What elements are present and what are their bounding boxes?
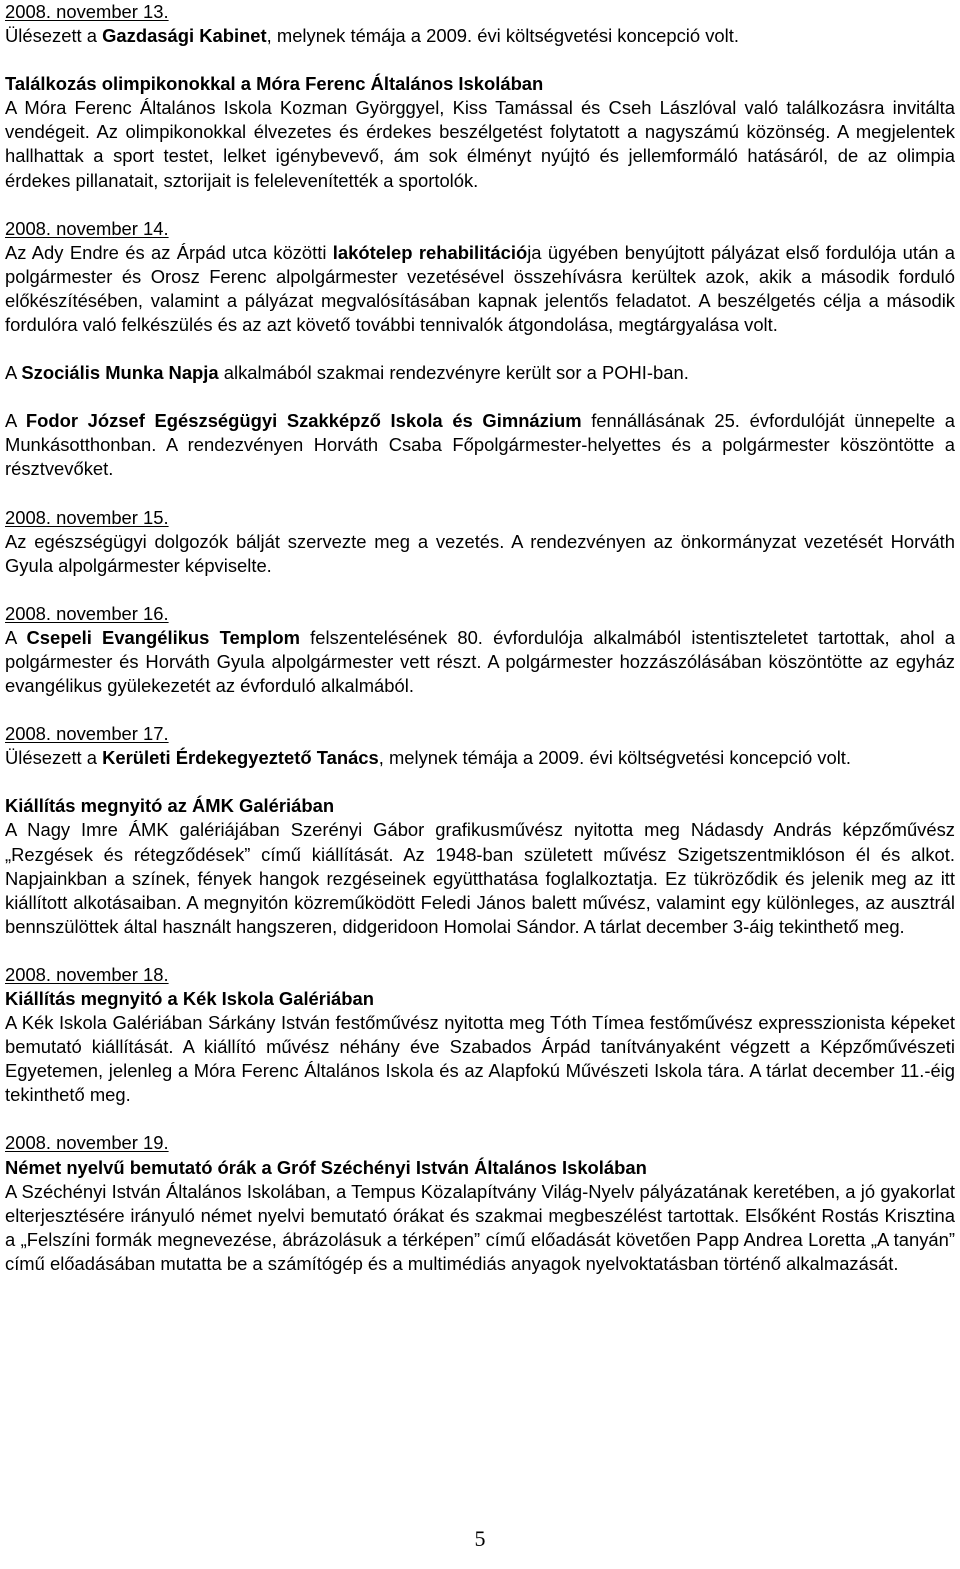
- page-number: 5: [474, 1526, 486, 1551]
- entry-line: [5, 963, 955, 987]
- report-entry: [5, 0, 955, 48]
- entry-line: [5, 506, 955, 530]
- entry-line: [5, 1180, 955, 1276]
- entry-line: [5, 72, 955, 96]
- body-text: Ülésezett a: [5, 747, 103, 769]
- body-text: A Nagy Imre ÁMK galériájában Szerényi Gábor grafikusművész nyitotta meg Nádasdy András képzőművész „Rezgések és rétegződések” című kiállítását. Az 1948-ban született művész Szigetszentmiklóson él és alkot. Napjainkban a színek, fények hangok rezgéseinek együtthatása foglalkoztatja. Ez tükröződik és jelenik meg az itt kiállított alkotásaiban. A megnyitón közreműködött Feledi János balett művész, valamint egy különleges, az ausztrál bennszülöttek által használt hangszeren, didgeridoon Homolai Sándor. A tárlat december 3-áig tekinthető meg.: [5, 819, 955, 937]
- body-text: ja ügyében benyújtott pályázat első fordulója után a polgármester és Orosz Ferenc alpolgármester vezetésével összehívásra kerültek azok, akik a második forduló előkészítésében, valamint a pályázat megvalósításában kapnak jelentős feladatot. A beszélgetés célja a második fordulóra való felkészülés és az azt követő további tennivalók átgondolása, megtárgyalása volt.: [5, 241, 956, 336]
- report-entry: [5, 722, 955, 770]
- paragraph-gap: [5, 385, 955, 409]
- report-entry: [5, 963, 955, 1108]
- body-text: , melynek témája a 2009. évi költségvetési koncepció volt.: [266, 25, 739, 47]
- paragraph-gap: [5, 770, 955, 794]
- body-text: A: [5, 410, 26, 432]
- entry-line: [5, 1156, 955, 1180]
- entry-line: [5, 96, 955, 192]
- entry-line: [5, 217, 955, 241]
- entry-date: 2008. november 16.: [5, 602, 169, 624]
- entry-date: 2008. november 17.: [5, 723, 169, 745]
- entry-line: [5, 746, 955, 770]
- body-text: Ülésezett a: [5, 25, 103, 47]
- entry-line: [5, 987, 955, 1011]
- entry-date: 2008. november 18.: [5, 963, 169, 985]
- entry-date: 2008. november 15.: [5, 506, 169, 528]
- report-entry: [5, 506, 955, 578]
- entry-line: [5, 361, 955, 385]
- paragraph-gap: [5, 48, 955, 72]
- entry-date: 2008. november 14.: [5, 217, 169, 239]
- entry-date: 2008. november 13.: [5, 1, 169, 22]
- body-text: Az Ady Endre és az Árpád utca közötti: [5, 241, 333, 263]
- report-entry: [5, 72, 955, 192]
- paragraph-gap: [5, 939, 955, 963]
- bold-phrase: lakótelep rehabilitáció: [332, 241, 528, 263]
- entry-line: [5, 794, 955, 818]
- body-text: fennállásának 25. évfordulóját ünnepelte a Munkásotthonban. A rendezvényen Horváth Csaba Főpolgármester-helyettes és a polgármester köszöntötte a résztvevőket.: [5, 410, 955, 480]
- paragraph-gap: [5, 482, 955, 506]
- document-page: [5, 0, 955, 1276]
- bold-phrase: Csepeli Evangélikus Templom: [26, 626, 300, 648]
- body-text: , melynek témája a 2009. évi költségvetési koncepció volt.: [378, 747, 852, 769]
- body-text: felszentelésének 80. évfordulója alkalmából istentiszteletet tartottak, ahol a polgármester és Horváth Gyula alpolgármester vett részt. A polgármester hozzászólásában köszöntötte az egyház evangélikus gyülekezetét az évforduló alkalmából.: [5, 626, 956, 697]
- bold-phrase: Német nyelvű bemutató órák a Gróf Széchényi István Általános Iskolában: [5, 1156, 647, 1178]
- entry-line: [5, 626, 955, 698]
- entry-line: [5, 530, 955, 578]
- paragraph-gap: [5, 337, 955, 361]
- entry-line: [5, 602, 955, 626]
- entry-line: [5, 409, 955, 481]
- paragraph-gap: [5, 698, 955, 722]
- report-entry: [5, 602, 955, 698]
- body-text: A: [5, 362, 22, 384]
- body-text: A Móra Ferenc Általános Iskola Kozman Györggyel, Kiss Tamással és Cseh Lászlóval való találkozásra invitálta vendégeit. Az olimpikonokkal élvezetes és érdekes beszélgetést folytatott a nagyszámú közönség. A megjelentek hallhattak a sport testet, lelket igénybevevő, ám sok élményt nyújtó és jellemformáló hatásáról, de az olimpia érdekes pillanatait, sztorijait is felelevenítették a sportolók.: [5, 97, 955, 191]
- paragraph-gap: [5, 193, 955, 217]
- bold-phrase: Kiállítás megnyitó a Kék Iskola Galériában: [5, 988, 374, 1009]
- body-text: alkalmából szakmai rendezvényre került sor a POHI-ban.: [218, 362, 689, 384]
- report-entry: [5, 217, 955, 337]
- entry-line: [5, 0, 955, 24]
- report-entry: [5, 409, 955, 481]
- report-entry: [5, 361, 955, 385]
- body-text: A Széchényi István Általános Iskolában, a Tempus Közalapítvány Világ-Nyelv pályázatának keretében, a jó gyakorlat elterjesztésére irányuló német nyelvi bemutató órákat és szakmai megbeszélést tartottak. Elsőként Rostás Krisztina a „Felszíni formák megnevezése, ábrázolásuk a térképen” című előadását követően Papp Andrea Loretta „A tanyán” című előadásában mutatta be a számítógép és a multimédiás anyagok nyelvoktatásban történő alkalmazását.: [5, 1180, 955, 1274]
- bold-phrase: Fodor József Egészségügyi Szakképző Iskola és Gimnázium: [25, 410, 582, 432]
- entry-line: [5, 818, 955, 938]
- entry-line: [5, 241, 955, 337]
- entry-date: 2008. november 19.: [5, 1132, 169, 1154]
- entry-line: [5, 722, 955, 746]
- body-text: A Kék Iskola Galériában Sárkány István festőművész nyitotta meg Tóth Tímea festőművész expresszionista képeket bemutató kiállítását. A kiállító művész néhány éve Szabados Árpád tanítványaként végzett a Képzőművészeti Egyetemen, jelenleg a Móra Ferenc Általános Iskola és az Alapfokú Művészeti Iskola tára. A tárlat december 11.-éig tekinthető meg.: [5, 1012, 955, 1106]
- body-text: Az egészségügyi dolgozók bálját szervezte meg a vezetés. A rendezvényen az önkormányzat vezetését Horváth Gyula alpolgármester képviselte.: [5, 530, 955, 576]
- report-entry: [5, 794, 955, 939]
- entry-line: [5, 1011, 955, 1107]
- entry-line: [5, 1131, 955, 1155]
- paragraph-gap: [5, 1107, 955, 1131]
- bold-phrase: Gazdasági Kabinet: [102, 25, 267, 47]
- report-entry: [5, 1131, 955, 1276]
- bold-phrase: Szociális Munka Napja: [21, 362, 219, 384]
- bold-phrase: Találkozás olimpikonokkal a Móra Ferenc Általános Iskolában: [5, 73, 544, 95]
- bold-phrase: Kiállítás megnyitó az ÁMK Galériában: [5, 795, 335, 817]
- bold-phrase: Kerületi Érdekegyeztető Tanács: [102, 747, 379, 769]
- entry-line: [5, 24, 955, 48]
- paragraph-gap: [5, 578, 955, 602]
- body-text: A: [5, 626, 27, 648]
